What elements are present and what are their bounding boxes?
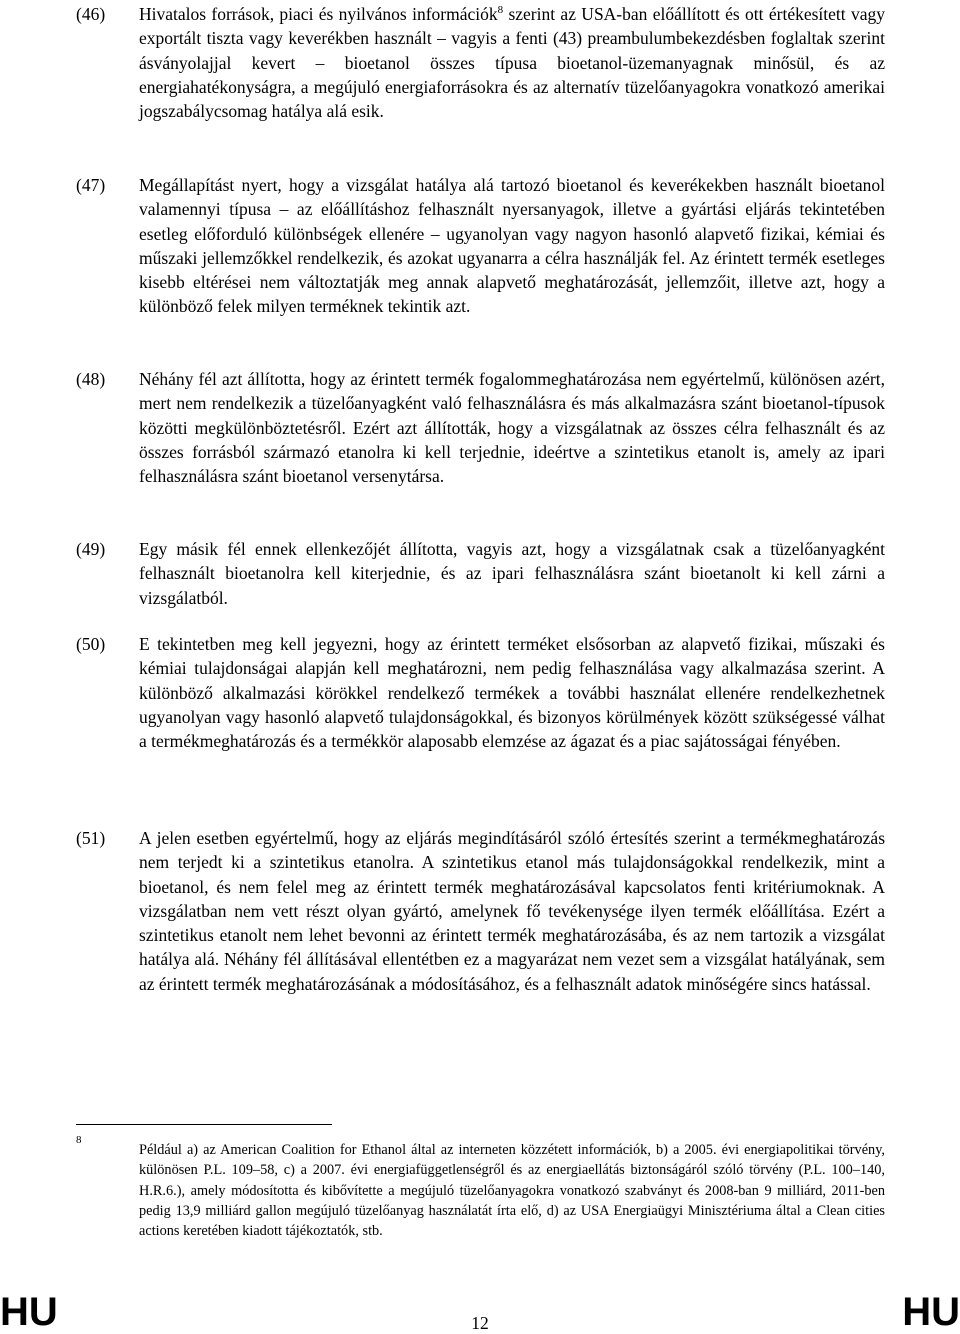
- paragraph-text: Megállapítást nyert, hogy a vizsgálat hatálya alá tartozó bioetanol és keverékekben használt bioetanol valamennyi típusa – az előállításhoz felhasznált nyersanyagok, illetve a gyártási eljárás tekintetében esetleg előforduló különbségek ellenére – ugyanolyan vagy nagyon hasonló alapvető fizikai, kémiai és műszaki jellemzőkkel rendelkezik, és azokat ugyanarra a célra használják fel. Az érintett termék esetleges kisebb eltérései nem változtatják meg annak alapvető meghatározását, jellemzőit, illetve azt, hogy a különböző felek milyen terméknek tekintik azt.: [139, 175, 885, 317]
- paragraph-number: (48): [76, 369, 106, 389]
- paragraph-text: Egy másik fél ennek ellenkezőjét állította, vagyis azt, hogy a vizsgálatnak csak a tüzelőanyagként felhasznált bioetanolra kell kiterjednie, és az ipari felhasználásra szánt bioetanolt ki kell zárni a vizsgálatból.: [139, 539, 885, 608]
- footnote-marker: 8: [76, 1134, 82, 1146]
- paragraph-number: (50): [76, 634, 106, 654]
- paragraph-number: (51): [76, 828, 106, 848]
- language-code-left: HU: [0, 1290, 58, 1334]
- paragraph-number: (46): [76, 4, 106, 24]
- footnote-text: Például a) az American Coalition for Ethanol által az interneten közzétett információk, b) a 2005. évi energiapolitikai törvény, különösen P.L. 109–58, c) a 2007. évi energiafüggetlenségről és az energiaellátás biztonságáról szóló törvény (P.L. 100–140, H.R.6.), amely módosította és kibővítette a megújuló tüzelőanyagokra vonatkozó szabványt és 2008-ban 9 milliárd, 2011-ben pedig 13,9 milliárd gallon megújuló tüzelőanyag használatát írta elő, d) az USA Energiaügyi Minisztériuma által a Clean cities actions keretében kiadott tájékoztatók, stb.: [139, 1142, 885, 1240]
- paragraph-text-part: szerint az USA-ban előállított és ott értékesített vagy exportált tiszta vagy keverékben használt – vagyis a fenti (43) preambulumbekezdésben foglaltak szerint ásványolajjal kevert – bioetanol összes típusa bioetanol-üzemanyagnak minősül, és az energiahatékonyságra, a megújuló energiaforrásokra és az alternatív tüzelőanyagokra vonatkozó amerikai jogszabálycsomag hatálya alá esik.: [139, 4, 885, 122]
- paragraph-text: Néhány fél azt állította, hogy az érintett termék fogalommeghatározása nem egyértelmű, különösen azért, mert nem rendelkezik a tüzelőanyagként való felhasználásra és más alkalmazásra szánt bioetanol-típusok közötti megkülönböztetésről. Ezért azt állították, hogy a vizsgálatnak az összes célra felhasznált és az összes forrásból származó etanolra ki kell terjednie, ideértve a szintetikus etanolt is, amely az ipari felhasználásra szánt bioetanol versenytársa.: [139, 369, 885, 487]
- page-number: 12: [471, 1313, 489, 1333]
- footnote-divider: [76, 1124, 332, 1125]
- paragraph-number: (49): [76, 539, 106, 559]
- paragraph-text: E tekintetben meg kell jegyezni, hogy az érintett terméket elsősorban az alapvető fizikai, műszaki és kémiai tulajdonságai alapján kell meghatározni, nem pedig felhasználása vagy alkalmazása szerint. A különböző alkalmazási körökkel rendelkező termékek a további használat ellenére rendelkezhetnek ugyanolyan vagy hasonló alapvető tulajdonságokkal, és bizonyos körülmények között szükségessé válhat a termékmeghatározás és a termékkör alaposabb elemzése az ágazat és a piac sajátosságai fényében.: [139, 634, 885, 752]
- paragraph-text: [139, 2, 885, 123]
- paragraph-text-part: Hivatalos források, piaci és nyilvános információk: [139, 4, 498, 24]
- footnote-reference[interactable]: 8: [497, 4, 504, 17]
- paragraph-text: A jelen esetben egyértelmű, hogy az eljárás megindításáról szóló értesítés szerint a termékmeghatározás nem terjedt ki a szintetikus etanolra. A szintetikus etanol más tulajdonságokkal rendelkezik, mint a bioetanol, és nem felel meg az érintett termék meghatározásával kapcsolatos fenti kritériumoknak. A vizsgálatban nem vett részt olyan gyártó, amelynek fő tevékenysége ilyen termék előállítása. Ezért a szintetikus etanolt nem lehet bevonni az érintett termék meghatározásába, és az nem tartozik a vizsgálat hatálya alá. Néhány fél állításával ellentétben ez a magyarázat nem vezet sem a vizsgálat hatályának, sem az érintett termék meghatározásának a módosításához, és a felhasznált adatok minőségére sincs hatással.: [139, 828, 885, 994]
- paragraph-number: (47): [76, 175, 106, 195]
- language-code-right: HU: [902, 1290, 960, 1334]
